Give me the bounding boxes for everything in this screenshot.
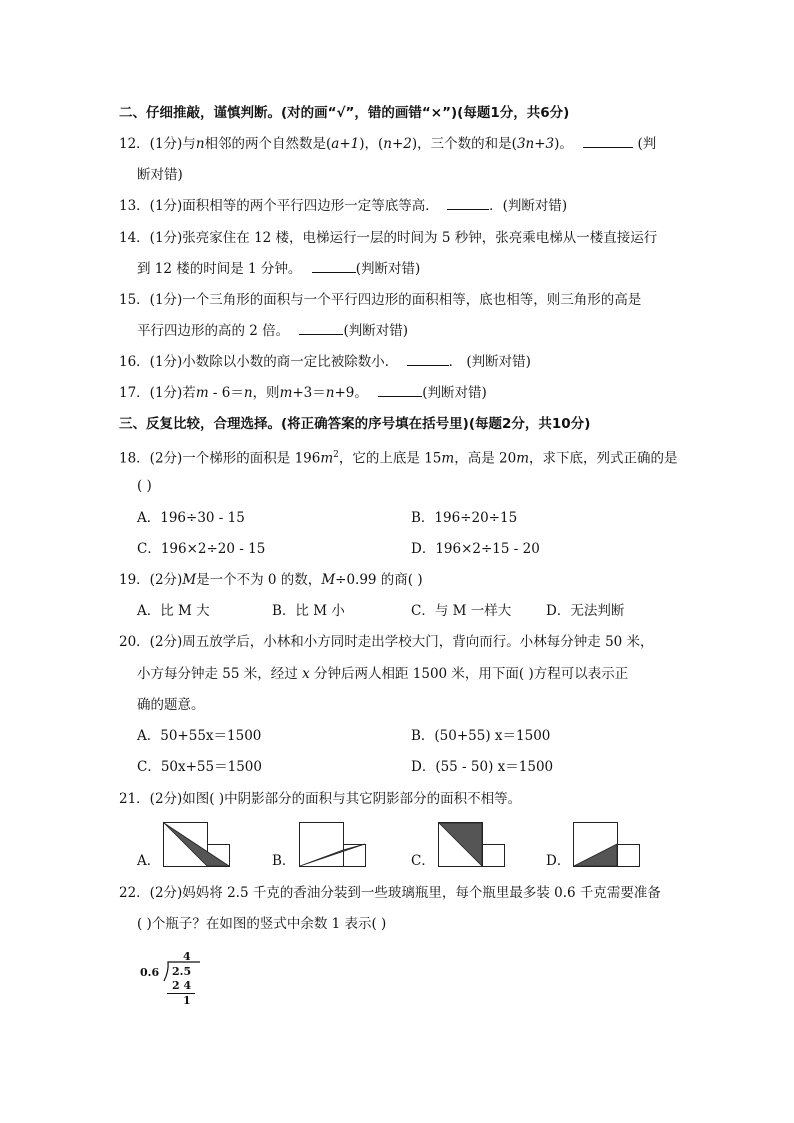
question-14-line1: 14．(1分)张亮家住在 12 楼，电梯运行一层的时间为 5 秒钟，张亮乘电梯从一楼直接运行 — [119, 230, 658, 246]
question-20-line2 — [137, 665, 628, 683]
question-16 — [119, 353, 531, 371]
q17-m1: m — [195, 385, 209, 401]
q15-answer-blank[interactable] — [299, 322, 343, 335]
q17-text-a: 17．(1分)若 — [119, 385, 196, 401]
q19-text-a: 19．(2分) — [119, 572, 183, 588]
question-22-line1: 22．(2分)妈妈将 2.5 千克的香油分装到一些玻璃瓶里，每个瓶里最多装 0.6 千克需要准备 — [119, 885, 661, 901]
question-17 — [119, 384, 487, 402]
q21-figure-a[interactable] — [163, 822, 233, 868]
q12-text-a: 12．(1分)与 — [119, 136, 196, 152]
q18-option-d[interactable]: D．196×2÷15 - 20 — [411, 541, 540, 557]
q14-text: 到 12 楼的时间是 1 分钟。 — [137, 261, 302, 277]
q17-answer-blank[interactable] — [378, 384, 422, 397]
q20-text-a: 小方每分钟走 55 米，经过 — [137, 666, 298, 682]
q20-var-x: x — [302, 666, 310, 682]
long-division-dividend: 2.5 — [172, 965, 192, 978]
q15-text: 平行四边形的高的 2 倍。 — [137, 323, 290, 339]
q18-text-d: ，求下底，列式正确的是 — [529, 450, 678, 467]
q18-option-c[interactable]: C．196×2÷20 - 15 — [137, 541, 266, 557]
q17-n2: n — [325, 385, 335, 401]
q20-text-b: 分钟后两人相距 1500 米，用下面( )方程可以表示正 — [313, 666, 629, 682]
q12-3n-plus-3: 3n+3 — [516, 136, 555, 152]
q20-option-d[interactable]: D．(55 - 50) x＝1500 — [411, 759, 554, 775]
q18-m3: m — [516, 450, 529, 467]
q19-option-c[interactable]: C．与 M 一样大 — [411, 603, 512, 619]
question-12-line2: 断对错) — [137, 167, 183, 183]
long-division-figure — [140, 950, 210, 1010]
q12-n-plus-2: n+2 — [383, 136, 412, 152]
q16-text: 16．(1分)小数除以小数的商一定比被除数小． — [119, 354, 399, 370]
q12-text-b: 相邻的两个自然数是( — [204, 136, 332, 152]
q21-label-a[interactable]: A． — [137, 853, 161, 869]
q19-option-b[interactable]: B．比 M 小 — [272, 603, 345, 619]
q17-tail: (判断对错) — [422, 385, 487, 401]
q19-var-M2: M — [321, 572, 336, 588]
q14-answer-blank[interactable] — [312, 260, 356, 273]
q16-tail: ． (判断对错) — [448, 354, 531, 370]
question-15-line2 — [137, 322, 408, 340]
question-20-line1: 20．(2分)周五放学后，小林和小方同时走出学校大门，背向而行。小林每分钟走 50 米， — [119, 634, 654, 650]
q18-text-c: ，高是 20 — [454, 450, 517, 467]
q21-figure-d[interactable] — [573, 822, 643, 868]
question-18-line1 — [119, 446, 678, 468]
q12-text-c: )，( — [359, 136, 384, 152]
q12-text-f: (判 — [637, 136, 657, 152]
question-20-line3: 确的题意。 — [137, 697, 205, 713]
q21-figure-b[interactable] — [299, 822, 369, 868]
question-19 — [119, 571, 423, 589]
q19-option-d[interactable]: D．无法判断 — [546, 603, 625, 619]
q18-unit-m: m — [320, 450, 334, 467]
q20-option-c[interactable]: C．50x+55＝1500 — [137, 759, 262, 775]
long-division-divisor: 0.6 — [140, 966, 160, 979]
q19-option-a[interactable]: A．比 M 大 — [137, 603, 210, 619]
q17-text-c: ，则 — [252, 385, 280, 401]
question-15-line1: 15．(1分)一个三角形的面积与一个平行四边形的面积相等，底也相等，则三角形的高是 — [119, 292, 642, 308]
q18-m2: m — [441, 450, 455, 467]
q19-text-b: 是一个不为 0 的数， — [196, 572, 322, 588]
q18-answer-paren[interactable]: ( ) — [137, 478, 152, 494]
q18-option-a[interactable]: A．196÷30 - 15 — [137, 510, 245, 526]
q18-text-a: 18．(2分)一个梯形的面积是 196 — [119, 450, 321, 467]
q13-text: 13．(1分)面积相等的两个平行四边形一定等底等高． — [119, 198, 439, 214]
q17-text-e: +9。 — [334, 385, 368, 401]
section-2-title: 二、仔细推敲，谨慎判断。(对的画“√”，错的画错“×”)(每题1分，共6分) — [119, 105, 570, 121]
q21-label-c[interactable]: C． — [411, 853, 435, 869]
q13-answer-blank[interactable] — [447, 197, 489, 210]
q18-text-b: ，它的上底是 15 — [338, 450, 442, 467]
q12-a-plus-1: a+1 — [331, 136, 360, 152]
long-division-rule — [167, 993, 195, 994]
q17-text-b: - 6＝ — [208, 385, 244, 401]
q12-text-d: )，三个数的和是( — [411, 136, 517, 152]
q19-var-M: M — [182, 572, 197, 588]
q21-figure-c[interactable] — [438, 822, 508, 868]
q21-label-d[interactable]: D． — [546, 853, 571, 869]
q18-sup: 2 — [333, 450, 339, 460]
question-12-line1 — [119, 135, 656, 153]
q17-m2: m — [279, 385, 293, 401]
long-division-remainder: 1 — [183, 994, 191, 1007]
q20-option-b[interactable]: B．(50+55) x＝1500 — [411, 728, 551, 744]
q18-option-b[interactable]: B．196÷20÷15 — [411, 510, 518, 526]
q12-var-n: n — [195, 136, 205, 152]
long-division-product: 2 4 — [172, 979, 192, 992]
section-3-title: 三、反复比较，合理选择。(将正确答案的序号填在括号里)(每题2分，共10分) — [119, 416, 591, 432]
q21-label-b[interactable]: B． — [272, 853, 296, 869]
question-14-line2 — [137, 260, 420, 278]
q16-answer-blank[interactable] — [407, 353, 449, 366]
q13-tail: ．(判断对错) — [489, 198, 568, 214]
q12-answer-blank[interactable] — [583, 135, 633, 148]
q12-text-e: )。 — [554, 136, 573, 152]
q17-n1: n — [243, 385, 253, 401]
q17-text-d: +3＝ — [292, 385, 326, 401]
q19-text-c: ÷0.99 的商( ) — [335, 572, 423, 588]
q20-option-a[interactable]: A．50+55x＝1500 — [137, 728, 262, 744]
question-13 — [119, 197, 567, 215]
question-22-line2: ( )个瓶子？在如图的竖式中余数 1 表示( ) — [137, 916, 387, 932]
question-21: 21．(2分)如图( )中阴影部分的面积与其它阴影部分的面积不相等。 — [119, 791, 522, 807]
q15-tail: (判断对错) — [343, 323, 409, 339]
q14-tail: (判断对错) — [355, 261, 421, 277]
long-division-quotient: 4 — [183, 950, 191, 963]
